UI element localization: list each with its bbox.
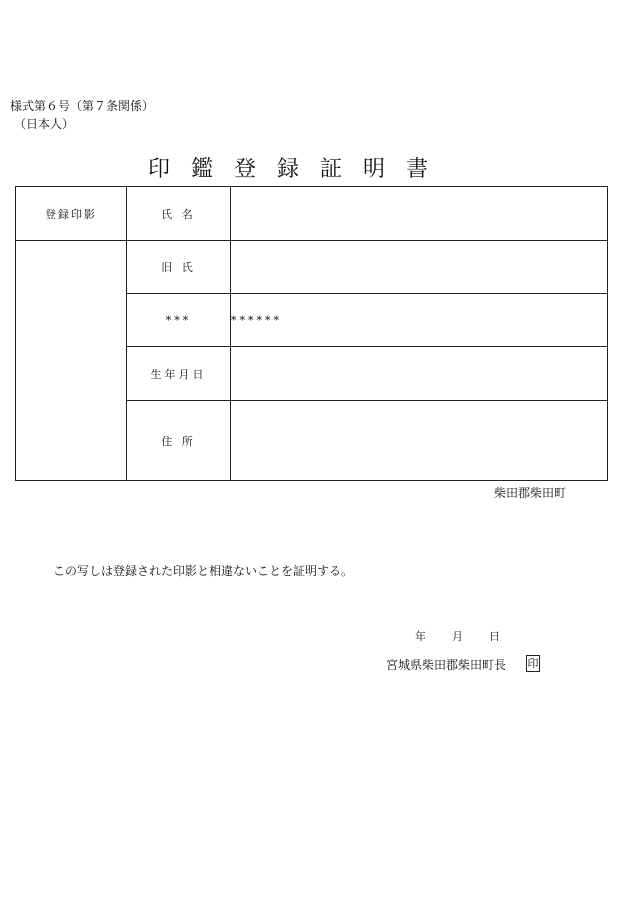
masked-value: ****** (231, 294, 608, 347)
document-title: 印鑑登録証明書 (148, 157, 450, 182)
certificate-table (15, 186, 608, 481)
town-label: 柴田郡柴田町 (494, 486, 567, 500)
month-label: 月 (452, 630, 463, 643)
seal-image-label: 登録印影 (16, 187, 127, 241)
table-row (16, 187, 608, 241)
form-number: 様式第６号（第７条関係） (10, 99, 155, 113)
official-seal-mark: 印 (527, 657, 539, 670)
masked-label: *** (127, 294, 231, 347)
address-label: 住 所 (127, 401, 231, 481)
day-label: 日 (489, 630, 500, 643)
birth-date-label: 生年月日 (127, 347, 231, 401)
birth-date-value (231, 347, 608, 401)
issuer-name: 宮城県柴田郡柴田町長 (386, 658, 507, 672)
address-value (231, 401, 608, 481)
seal-image-area (16, 241, 127, 481)
name-label: 氏 名 (127, 187, 231, 241)
form-subtype: （日本人） (14, 117, 75, 131)
former-surname-value (231, 241, 608, 294)
name-value (231, 187, 608, 241)
issue-date (415, 628, 500, 644)
year-label: 年 (415, 630, 426, 643)
table-row (16, 241, 608, 294)
former-surname-label: 旧 氏 (127, 241, 231, 294)
certification-statement: この写しは登録された印影と相違ないことを証明する。 (53, 564, 354, 578)
